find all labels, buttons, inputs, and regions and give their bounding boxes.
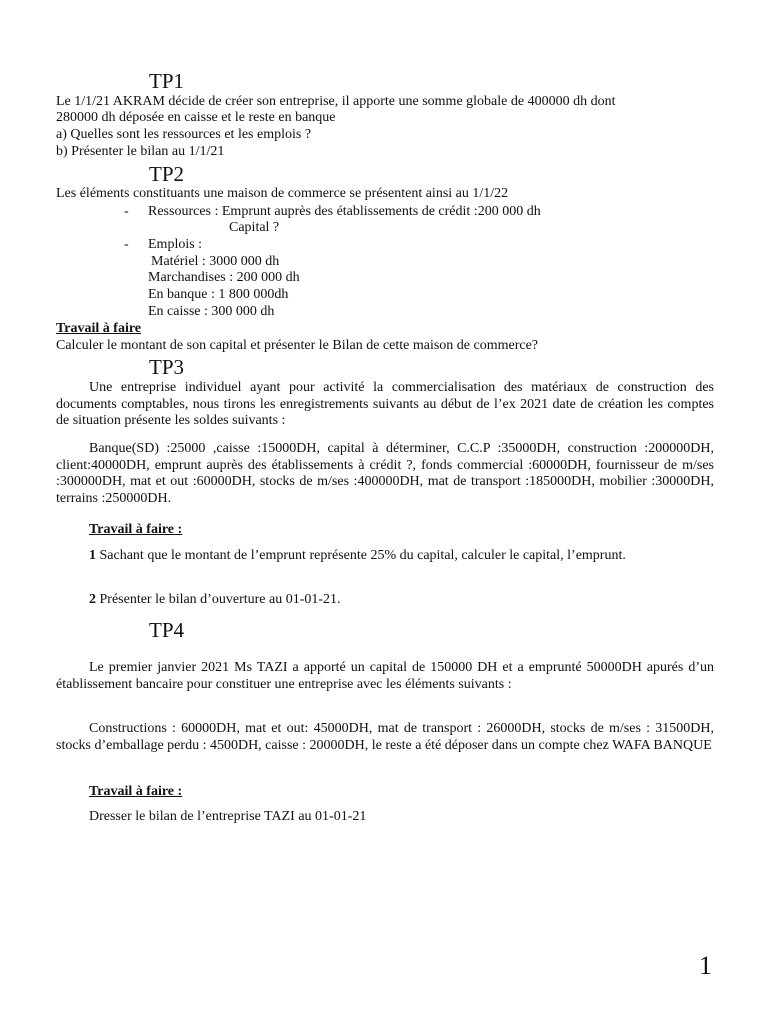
tp4-intro: Le premier janvier 2021 Ms TAZI a apporté un capital de 150000 DH et a emprunté 50000DH apurés d’un établissement bancaire pour constituer une entreprise avec les éléments suivants : bbox=[56, 660, 714, 692]
tp1-line: Le 1/1/21 AKRAM décide de créer son entreprise, il apporte une somme globale de 400000 dh dont bbox=[56, 94, 616, 109]
tp2-emploi-item: En banque : 1 800 000dh bbox=[148, 287, 289, 302]
tp4-elements: Constructions : 60000DH, mat et out: 45000DH, mat de transport : 26000DH, stocks de m/ses : 31500DH, stocks d’emballage perdu : 4500DH, caisse : 20000DH, le reste a été déposer dans un compte chez WAFA BANQUE bbox=[56, 721, 714, 753]
question-text: Présenter le bilan d’ouverture au 01-01-21. bbox=[96, 592, 341, 607]
tp3-travail-heading: Travail à faire : bbox=[89, 522, 183, 537]
tp2-ressources: Ressources : Emprunt auprès des établissements de crédit :200 000 dh bbox=[148, 204, 541, 219]
tp3-soldes: Banque(SD) :25000 ,caisse :15000DH, capital à déterminer, C.C.P :35000DH, construction :200000DH, client:40000DH, emprunt auprès des établissements à crédit ?, fonds commercial :60000DH, fournisseur de m/ses :300000DH, mat et out :60000DH, stocks de m/ses :400000DH, mat de transport :185000DH, mobilier :30000DH, terrains :250000DH. bbox=[56, 441, 714, 506]
question-text: Sachant que le montant de l’emprunt représente 25% du capital, calculer le capital, l’emprunt. bbox=[96, 548, 626, 563]
tp1-question-b: b) Présenter le bilan au 1/1/21 bbox=[56, 144, 225, 159]
tp3-intro: Une entreprise individuel ayant pour activité la commercialisation des matériaux de construction des documents comptables, nous tirons les enregistrements suivants au début de l’ex 2021 date de création les comptes de situation présente les soldes suivants : bbox=[56, 380, 714, 428]
tp3-question-1 bbox=[89, 548, 669, 565]
question-number: 2 bbox=[89, 592, 96, 607]
tp1-line: 280000 dh déposée en caisse et le reste en banque bbox=[56, 110, 336, 125]
tp3-title: TP3 bbox=[149, 355, 185, 379]
tp2-emplois: Emplois : bbox=[148, 237, 203, 252]
tp1-question-a: a) Quelles sont les ressources et les emplois ? bbox=[56, 127, 312, 142]
tp4-travail-heading: Travail à faire : bbox=[89, 784, 183, 799]
tp2-travail-heading: Travail à faire bbox=[56, 321, 142, 336]
tp2-question: Calculer le montant de son capital et présenter le Bilan de cette maison de commerce? bbox=[56, 338, 539, 353]
page-number: 1 bbox=[699, 951, 712, 980]
tp2-title: TP2 bbox=[149, 162, 185, 186]
bullet-dash: - bbox=[124, 204, 129, 219]
tp4-title: TP4 bbox=[149, 618, 185, 642]
tp4-question: Dresser le bilan de l’entreprise TAZI au 01-01-21 bbox=[89, 809, 367, 824]
tp2-intro: Les éléments constituants une maison de commerce se présentent ainsi au 1/1/22 bbox=[56, 186, 509, 201]
tp2-emploi-item: Marchandises : 200 000 dh bbox=[148, 270, 300, 285]
tp2-emploi-item: En caisse : 300 000 dh bbox=[148, 304, 275, 319]
question-number: 1 bbox=[89, 548, 96, 563]
tp2-capital: Capital ? bbox=[229, 220, 280, 235]
tp3-question-2 bbox=[89, 592, 341, 609]
bullet-dash: - bbox=[124, 237, 129, 252]
tp1-title: TP1 bbox=[149, 69, 185, 93]
tp2-emploi-item: Matériel : 3000 000 dh bbox=[151, 254, 280, 269]
